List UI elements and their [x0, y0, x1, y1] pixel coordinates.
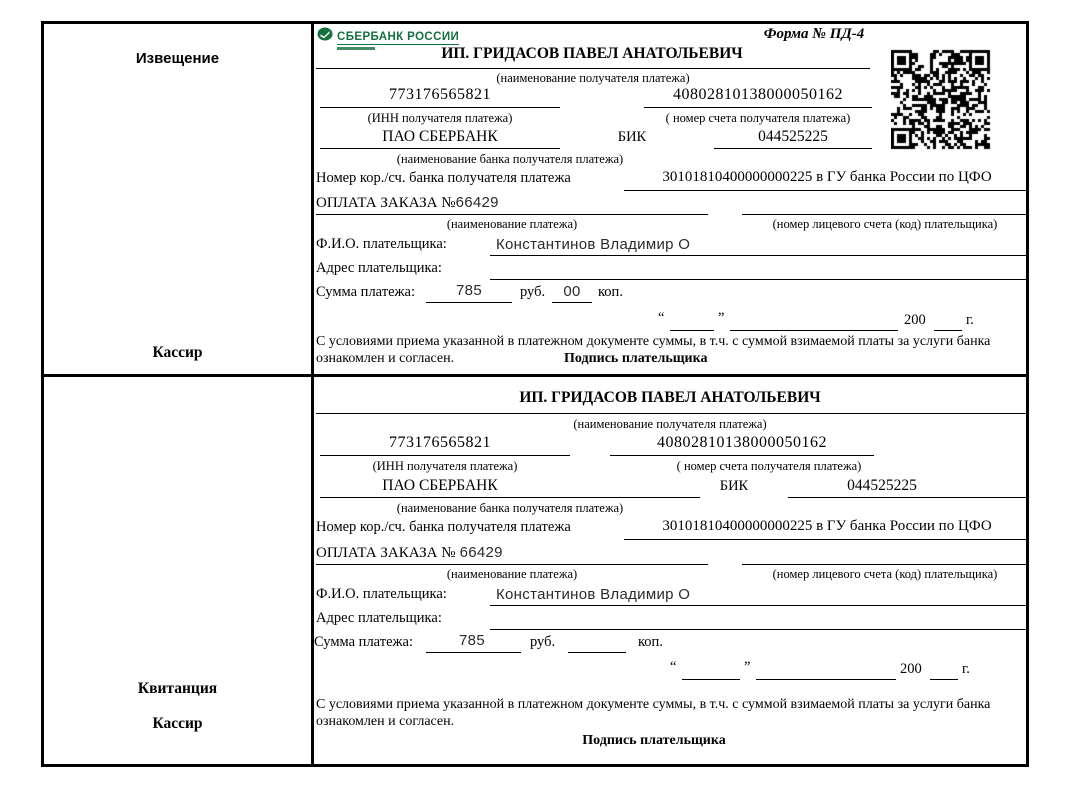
underline	[320, 148, 560, 149]
underline	[490, 279, 1028, 280]
cashier-label: Кассир	[152, 344, 203, 361]
account-value: 40802810138000050162	[673, 86, 843, 103]
order-number-value: 66429	[459, 544, 503, 561]
inn-value: 773176565821	[389, 86, 491, 103]
cashier-label: Кассир	[152, 715, 203, 732]
receipt-stub-cell	[44, 377, 314, 764]
underline	[624, 190, 1028, 191]
underline	[788, 497, 1026, 498]
order-number-value: 66429	[455, 194, 499, 211]
payer-signature-label: Подпись плательщика	[582, 733, 726, 748]
recipient-title: ИП. ГРИДАСОВ ПАВЕЛ АНАТОЛЬЕВИЧ	[519, 389, 821, 406]
corr-account-value: 30101810400000000225 в ГУ банка России по ЦФО	[662, 518, 992, 534]
notice-form-cell	[314, 24, 1026, 377]
account-value: 40802810138000050162	[657, 434, 827, 451]
payment-name-label: (наименование платежа)	[446, 217, 578, 231]
underline	[320, 497, 700, 498]
kop-label: коп.	[598, 284, 623, 300]
payment-purpose	[316, 544, 503, 562]
payment-name-label: (наименование платежа)	[446, 567, 578, 581]
corr-account-label: Номер кор./сч. банка получателя платежа	[316, 519, 571, 535]
bik-label: БИК	[617, 129, 647, 145]
payer-name-value: Константинов Владимир О	[496, 236, 691, 253]
payer-code-label: (номер лицевого счета (код) плательщика)	[772, 217, 998, 231]
order-label: ОПЛАТА ЗАКАЗА №	[316, 545, 456, 561]
underline	[930, 679, 958, 680]
underline	[316, 214, 708, 215]
amount-rub-value: 785	[459, 632, 485, 649]
payer-fio-label: Ф.И.О. плательщика:	[316, 586, 447, 602]
qr-code	[891, 48, 991, 152]
bank-name-label: (наименование банка получателя платежа)	[396, 501, 624, 515]
bik-value: 044525225	[758, 128, 828, 145]
amount-rub-value: 785	[456, 282, 482, 299]
inn-label: (ИНН получателя платежа)	[367, 111, 513, 125]
payer-code-label: (номер лицевого счета (код) плательщика)	[772, 567, 998, 581]
underline	[426, 652, 521, 653]
bank-name-value: ПАО СБЕРБАНК	[382, 477, 498, 494]
underline	[682, 679, 740, 680]
recipient-title: ИП. ГРИДАСОВ ПАВЕЛ АНАТОЛЬЕВИЧ	[441, 45, 743, 62]
underline	[316, 564, 708, 565]
rub-label: руб.	[520, 284, 546, 300]
underline	[552, 302, 592, 303]
underline	[742, 564, 1028, 565]
corr-account-label: Номер кор./сч. банка получателя платежа	[316, 170, 571, 186]
underline	[568, 652, 626, 653]
order-label: ОПЛАТА ЗАКАЗА №	[316, 195, 456, 211]
underline	[714, 148, 872, 149]
year-prefix: 200	[900, 661, 922, 677]
date-quote-close: ”	[718, 310, 725, 326]
payment-sum-label: Сумма платежа:	[314, 634, 413, 650]
kop-label: коп.	[638, 634, 663, 650]
bik-label: БИК	[719, 478, 749, 494]
payment-sum-label: Сумма платежа:	[316, 284, 415, 300]
payer-address-label: Адрес плательщика:	[316, 610, 442, 626]
bank-name-value: ПАО СБЕРБАНК	[382, 128, 498, 145]
recipient-name-label: (наименование получателя платежа)	[573, 417, 767, 431]
year-prefix: 200	[904, 312, 926, 328]
account-number-label: ( номер счета получателя платежа)	[676, 459, 862, 473]
underline	[320, 455, 570, 456]
inn-value: 773176565821	[389, 434, 491, 451]
form-table	[41, 21, 1029, 767]
underline	[490, 605, 1028, 606]
underline	[730, 330, 898, 331]
receipt-form-cell	[314, 377, 1026, 764]
payer-fio-label: Ф.И.О. плательщика:	[316, 236, 447, 252]
underline	[644, 107, 872, 108]
inn-label: (ИНН получателя платежа)	[372, 459, 518, 473]
agreement-line2: ознакомлен и согласен.	[316, 351, 455, 366]
date-quote-open: “	[670, 659, 677, 675]
bank-name-label: (наименование банка получателя платежа)	[396, 152, 624, 166]
underline	[320, 107, 560, 108]
recipient-name-label: (наименование получателя платежа)	[496, 71, 690, 85]
underline	[490, 255, 1028, 256]
agreement-line1: С условиями приема указанной в платежном документе суммы, в т.ч. с суммой взимаемой платы за услуги банка	[316, 334, 991, 349]
date-quote-open: “	[658, 310, 665, 326]
underline	[426, 302, 512, 303]
agreement-line2: ознакомлен и согласен.	[316, 714, 455, 729]
sberbank-logo-text: СБЕРБАНК РОССИИ	[337, 31, 460, 43]
year-suffix: г.	[962, 661, 970, 677]
underline	[624, 539, 1028, 540]
underline	[490, 629, 1028, 630]
underline	[756, 679, 896, 680]
underline	[316, 413, 1026, 414]
payer-address-label: Адрес плательщика:	[316, 260, 442, 276]
rub-label: руб.	[530, 634, 556, 650]
payment-purpose	[316, 194, 499, 212]
bik-value: 044525225	[847, 477, 917, 494]
form-number-label: Форма № ПД-4	[763, 26, 865, 42]
underline	[742, 214, 1028, 215]
agreement-line1: С условиями приема указанной в платежном документе суммы, в т.ч. с суммой взимаемой платы за услуги банка	[316, 697, 991, 712]
notice-stub-title: Извещение	[135, 50, 220, 67]
amount-kop-value: 00	[563, 283, 581, 300]
underline	[670, 330, 714, 331]
notice-stub-cell	[44, 24, 314, 377]
year-suffix: г.	[966, 312, 974, 328]
account-number-label: ( номер счета получателя платежа)	[665, 111, 851, 125]
corr-account-value: 30101810400000000225 в ГУ банка России по ЦФО	[662, 169, 992, 185]
date-quote-close: ”	[744, 659, 751, 675]
payer-signature-label: Подпись плательщика	[564, 351, 708, 366]
receipt-stub-title: Квитанция	[137, 680, 218, 697]
underline	[610, 455, 874, 456]
payer-name-value: Константинов Владимир О	[496, 586, 691, 603]
underline	[934, 330, 962, 331]
underline	[316, 68, 870, 69]
